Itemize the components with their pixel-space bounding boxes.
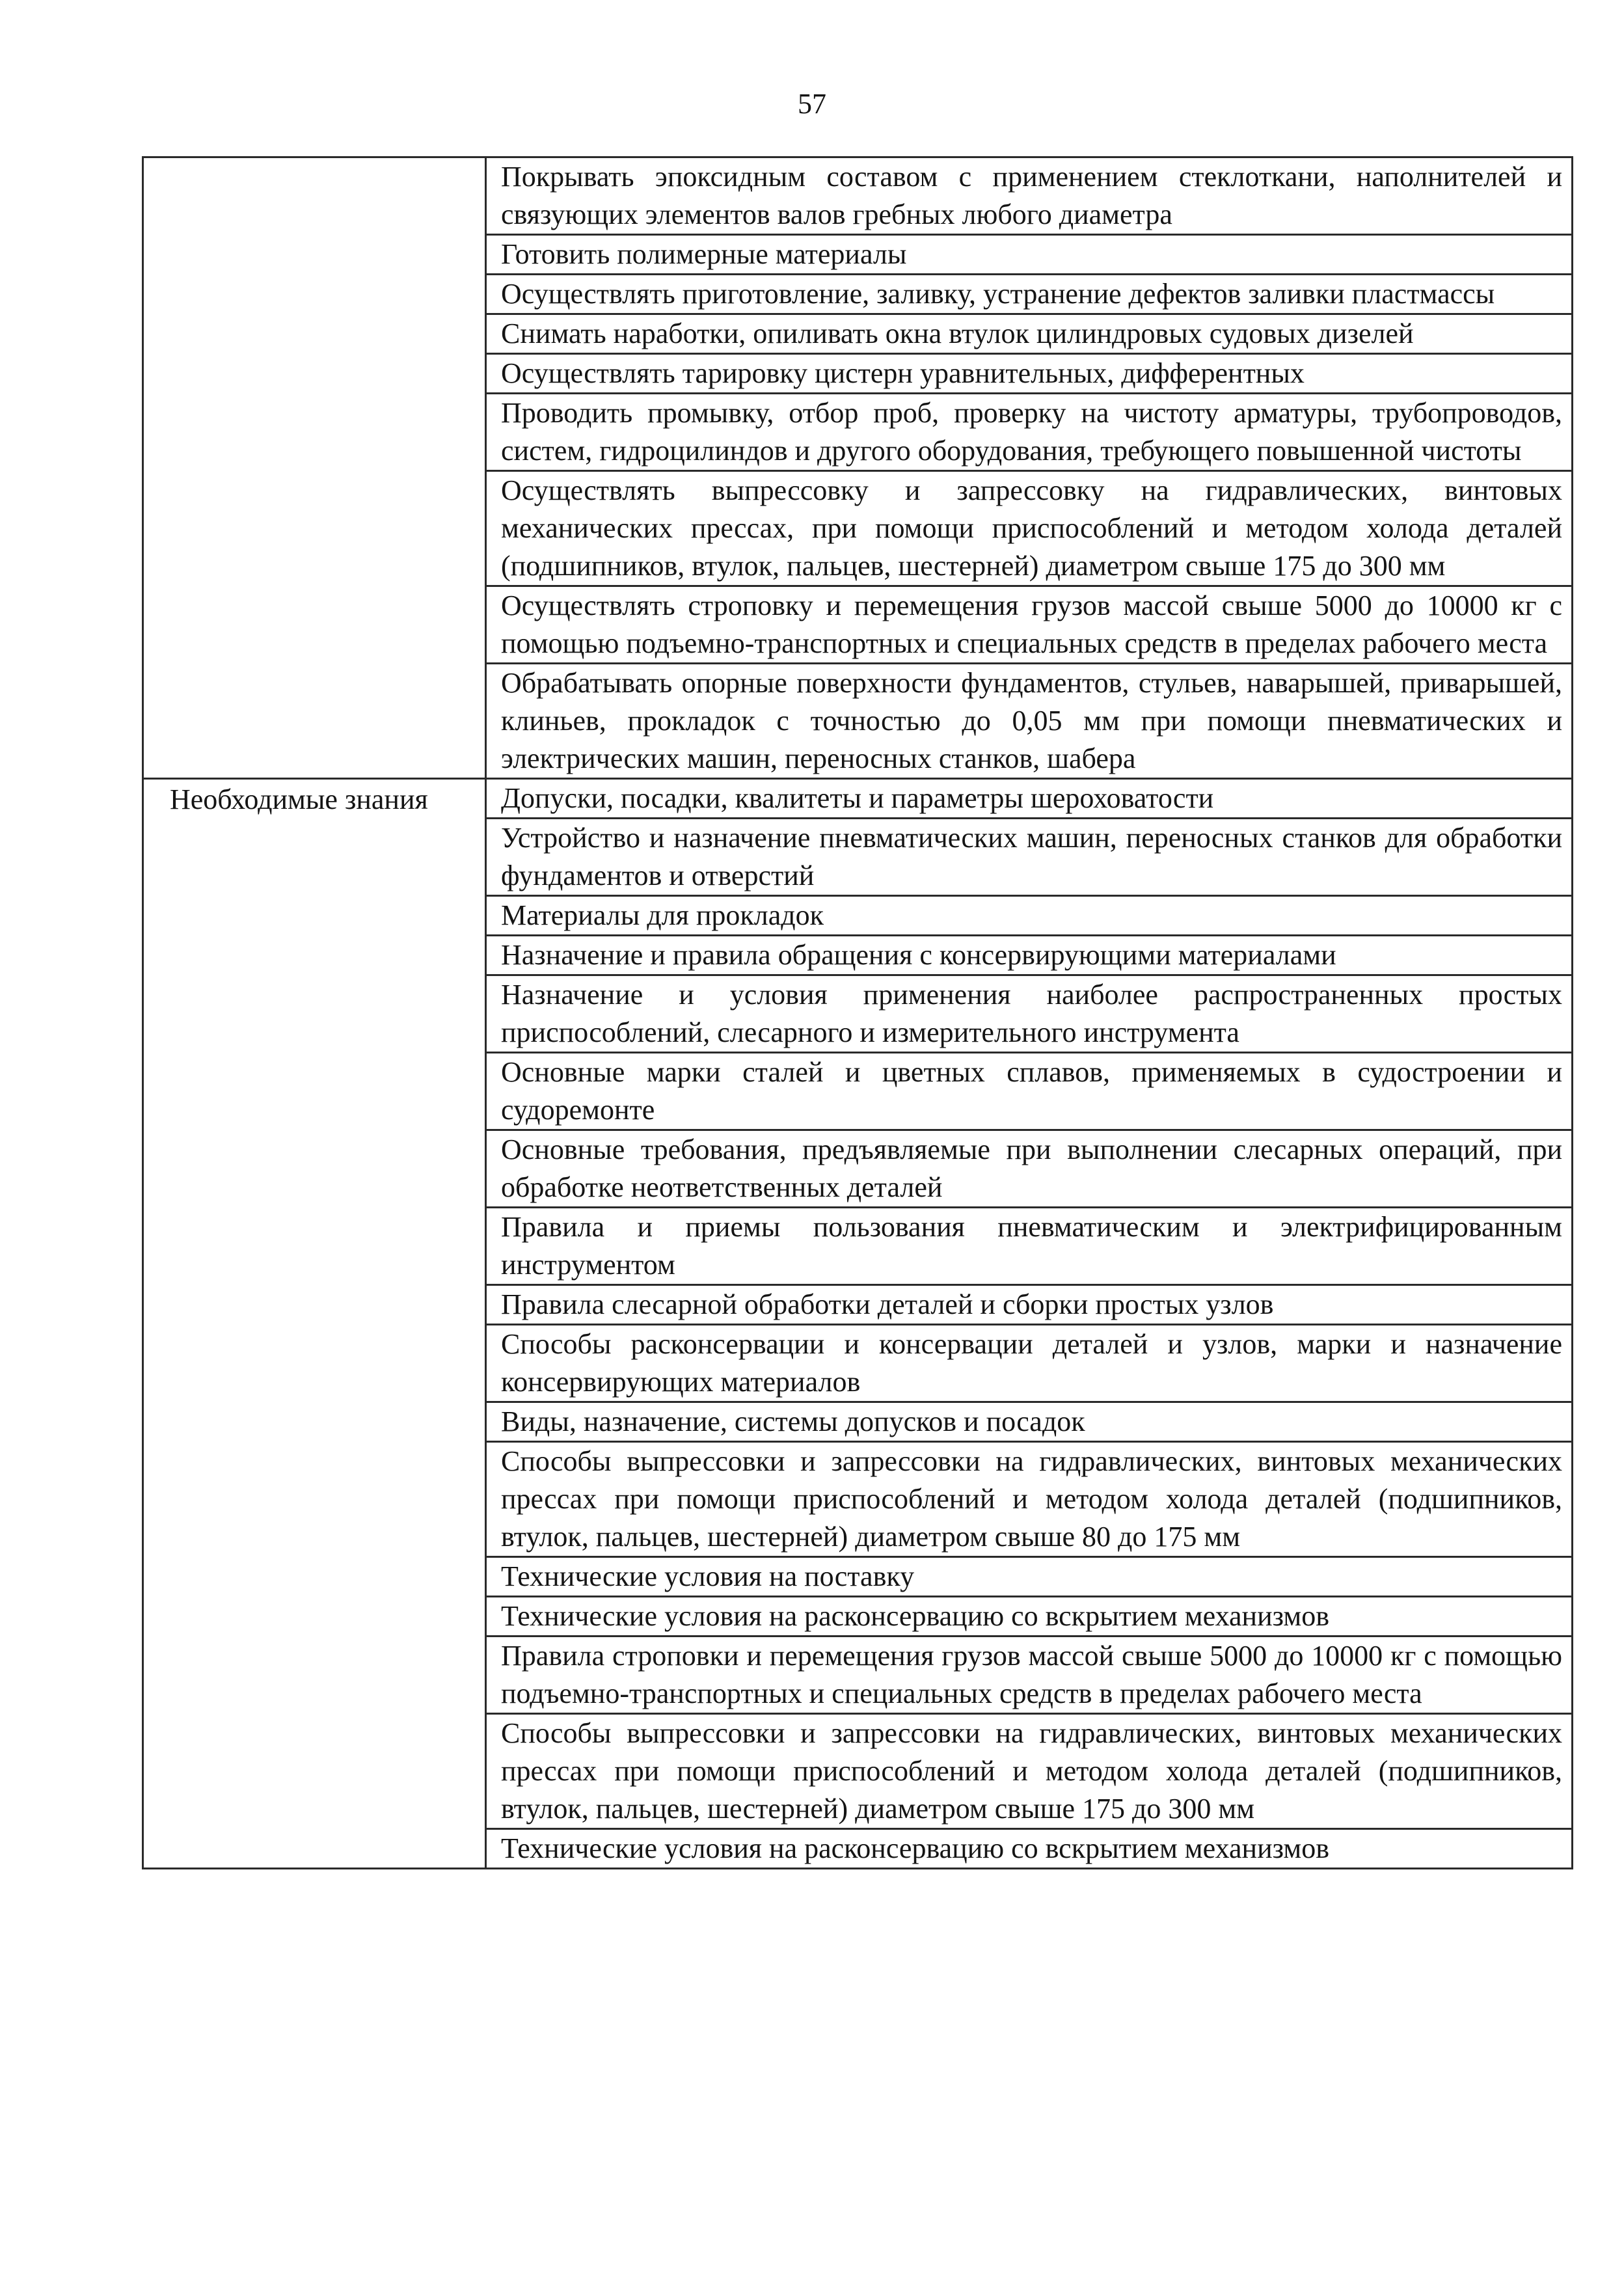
knowledge-item: Способы выпрессовки и запрессовки на гидравлических, винтовых механических прессах при помощи приспособлений и методом холода деталей (подшипников, втулок, пальцев, шестерней) диаметром свыше 80 до 175 мм (486, 1442, 1573, 1557)
knowledge-item: Допуски, посадки, квалитеты и параметры шероховатости (486, 779, 1573, 819)
skill-item: Снимать наработки, опиливать окна втулок цилиндровых судовых дизелей (486, 314, 1573, 354)
skill-item: Обрабатывать опорные поверхности фундаментов, стульев, наварышей, приварышей, клиньев, прокладок с точностью до 0,05 мм при помощи пневматических и электрических машин, переносных станков, шабера (486, 664, 1573, 779)
skill-item: Осуществлять приготовление, заливку, устранение дефектов заливки пластмассы (486, 275, 1573, 314)
knowledge-label: Необходимые знания (143, 779, 486, 1869)
skill-item: Осуществлять выпрессовку и запрессовку на гидравлических, винтовых механических прессах, при помощи приспособлений и методом холода деталей (подшипников, втулок, пальцев, шестерней) диаметром свыше 175 до 300 мм (486, 471, 1573, 586)
knowledge-item: Способы выпрессовки и запрессовки на гидравлических, винтовых механических прессах при помощи приспособлений и методом холода деталей (подшипников, втулок, пальцев, шестерней) диаметром свыше 175 до 300 мм (486, 1714, 1573, 1829)
knowledge-item: Способы расконсервации и консервации деталей и узлов, марки и назначение консервирующих материалов (486, 1325, 1573, 1402)
knowledge-item: Основные марки сталей и цветных сплавов, применяемых в судостроении и судоремонте (486, 1053, 1573, 1130)
table-row (143, 157, 1573, 235)
knowledge-item: Материалы для прокладок (486, 896, 1573, 936)
knowledge-item: Виды, назначение, системы допусков и посадок (486, 1402, 1573, 1442)
skill-item: Готовить полимерные материалы (486, 235, 1573, 275)
section-label-cell (143, 157, 486, 779)
skill-item: Покрывать эпоксидным составом с применением стеклоткани, наполнителей и связующих элементов валов гребных любого диаметра (486, 157, 1573, 235)
knowledge-item: Правила строповки и перемещения грузов массой свыше 5000 до 10000 кг с помощью подъемно-транспортных и специальных средств в пределах рабочего места (486, 1637, 1573, 1714)
knowledge-item: Технические условия на расконсервацию со вскрытием механизмов (486, 1597, 1573, 1637)
knowledge-item: Правила и приемы пользования пневматическим и электрифицированным инструментом (486, 1208, 1573, 1285)
table-row (143, 779, 1573, 819)
skill-item: Осуществлять тарировку цистерн уравнительных, дифферентных (486, 354, 1573, 394)
page-number: 57 (798, 88, 826, 120)
knowledge-item: Устройство и назначение пневматических машин, переносных станков для обработки фундаментов и отверстий (486, 819, 1573, 896)
skill-item: Осуществлять строповку и перемещения грузов массой свыше 5000 до 10000 кг с помощью подъемно-транспортных и специальных средств в пределах рабочего места (486, 586, 1573, 664)
knowledge-item: Назначение и условия применения наиболее распространенных простых приспособлений, слесарного и измерительного инструмента (486, 975, 1573, 1053)
knowledge-item: Назначение и правила обращения с консервирующими материалами (486, 936, 1573, 975)
knowledge-item: Технические условия на поставку (486, 1557, 1573, 1597)
knowledge-item: Правила слесарной обработки деталей и сборки простых узлов (486, 1285, 1573, 1325)
requirements-table (142, 156, 1573, 1869)
skill-item: Проводить промывку, отбор проб, проверку на чистоту арматуры, трубопроводов, систем, гидроцилиндов и другого оборудования, требующего повышенной чистоты (486, 394, 1573, 471)
knowledge-item: Технические условия на расконсервацию со вскрытием механизмов (486, 1829, 1573, 1869)
knowledge-item: Основные требования, предъявляемые при выполнении слесарных операций, при обработке неответственных деталей (486, 1130, 1573, 1208)
